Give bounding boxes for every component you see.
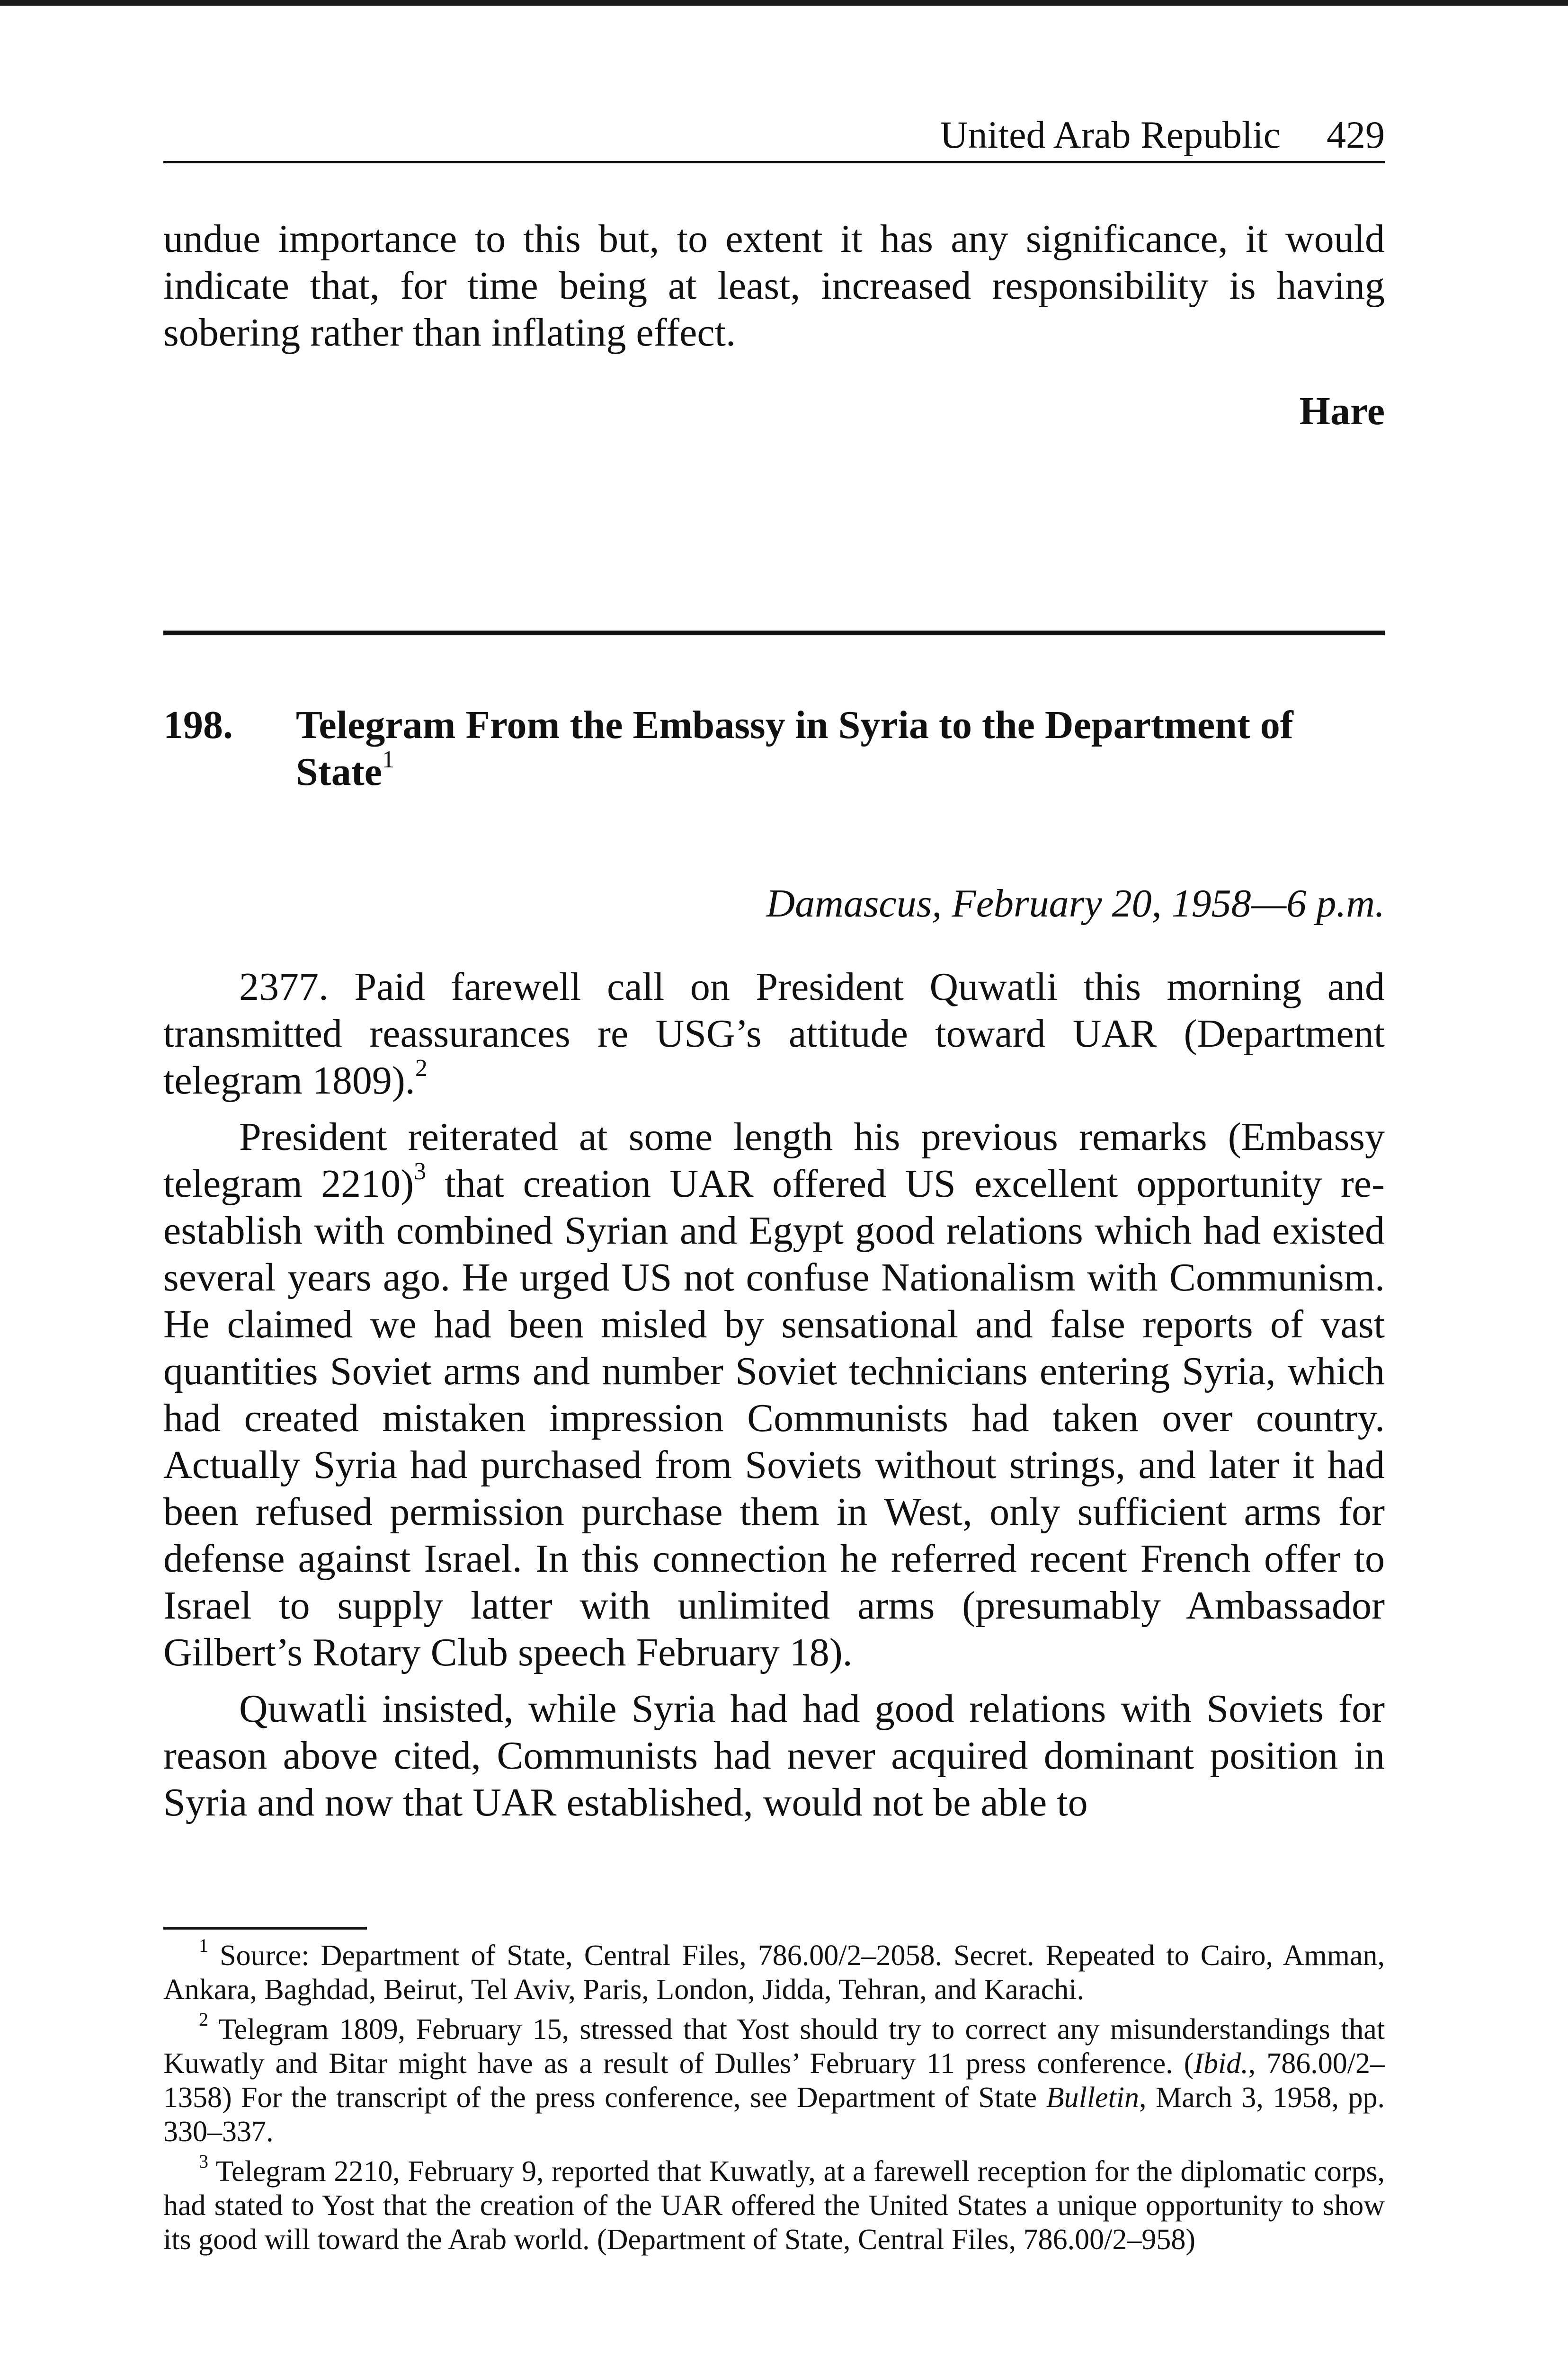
footnote-3 (163, 2151, 1385, 2257)
body-paragraph (163, 963, 1385, 1104)
paragraph-text: 2377. Paid farewell call on President Quwatli this morning and transmitted reassurances re USG’s attitude toward UAR (Department telegram 1809). (163, 965, 1385, 1103)
footnote-ref-3[interactable]: 3 (414, 1158, 427, 1185)
scan-top-border (0, 0, 1568, 6)
previous-document-closing-text: undue importance to this but, to extent it has any significance, it would indicate that, for time being at least, increased responsibility is having sobering rather than inflating effect. (163, 217, 1385, 355)
document-title-text: Telegram From the Embassy in Syria to the Department of State (296, 703, 1293, 794)
footnote-divider (163, 1927, 367, 1930)
paragraph-text: President reiterated at some length his previous remarks (Embassy telegram 2210) (163, 1115, 1385, 1206)
body-paragraph (163, 1685, 1385, 1826)
footnote-text: Telegram 2210, February 9, reported that Kuwatly, at a farewell reception for the diplomatic corps, had stated to Yost that the creation of the UAR offered the United States a unique opportunity to show its good will toward the Arab world. (Department of State, Central Files, 786.00/2–958) (163, 2155, 1385, 2256)
footnotes (163, 1935, 1385, 2262)
running-head-title: United Arab Republic (940, 113, 1281, 156)
footnote-text: , March 3, 1958, pp. 330–337. (163, 2082, 1385, 2148)
footnote-italic: Ibid. (1194, 2047, 1248, 2080)
running-head (163, 109, 1385, 163)
body-paragraph (163, 1113, 1385, 1676)
footnote-1 (163, 1935, 1385, 2007)
footnote-text: Source: Department of State, Central Files, 786.00/2–2058. Secret. Repeated to Cairo, Amman, Ankara, Baghdad, Beirut, Tel Aviv, Paris, London, Jidda, Tehran, and Karachi. (163, 1940, 1385, 2006)
dateline: Damascus, February 20, 1958—6 p.m. (766, 881, 1385, 925)
paragraph-text: that creation UAR offered US excellent opportunity re-establish with combined Syrian and Egypt good relations which had existed several years ago. He urged US not confuse Nationalism with Communism. He claimed we had been misled by sensational and false reports of vast quantities Soviet arms and number Soviet technicians entering Syria, which had created mistaken impression Communists had taken over country. Actually Syria had purchased from Soviets without strings, and later it had been refused permission purchase them in West, only sufficient arms for defense against Israel. In this connection he referred recent French offer to Israel to supply latter with unlimited arms (presumably Ambassador Gilbert’s Rotary Club speech February 18). (163, 1162, 1385, 1674)
footnote-mark: 2 (199, 2009, 208, 2030)
footnote-ref-1[interactable]: 1 (382, 746, 394, 773)
section-divider (163, 631, 1385, 635)
document-body (163, 963, 1385, 1835)
footnote-italic: Bulletin (1046, 2082, 1140, 2114)
footnote-text: , 786.00/2–1358) For the transcript of the press conference, see Department of State (163, 2047, 1385, 2114)
paragraph-text: Quwatli insisted, while Syria had had good relations with Soviets for reason above cited, Communists had never acquired dominant position in Syria and now that UAR established, would not be able to (163, 1687, 1385, 1824)
footnote-text: Telegram 1809, February 15, stressed that Yost should try to correct any misunderstandings that Kuwatly and Bitar might have as a result of Dulles’ February 11 press conference. ( (163, 2013, 1385, 2080)
document-number: 198. (163, 703, 233, 747)
footnote-mark: 3 (199, 2151, 208, 2172)
document-title (296, 702, 1385, 795)
footnote-mark: 1 (199, 1935, 208, 1957)
footnote-ref-2[interactable]: 2 (415, 1055, 428, 1082)
footnote-2 (163, 2009, 1385, 2149)
page-number: 429 (1327, 113, 1385, 156)
signature: Hare (1299, 389, 1385, 433)
